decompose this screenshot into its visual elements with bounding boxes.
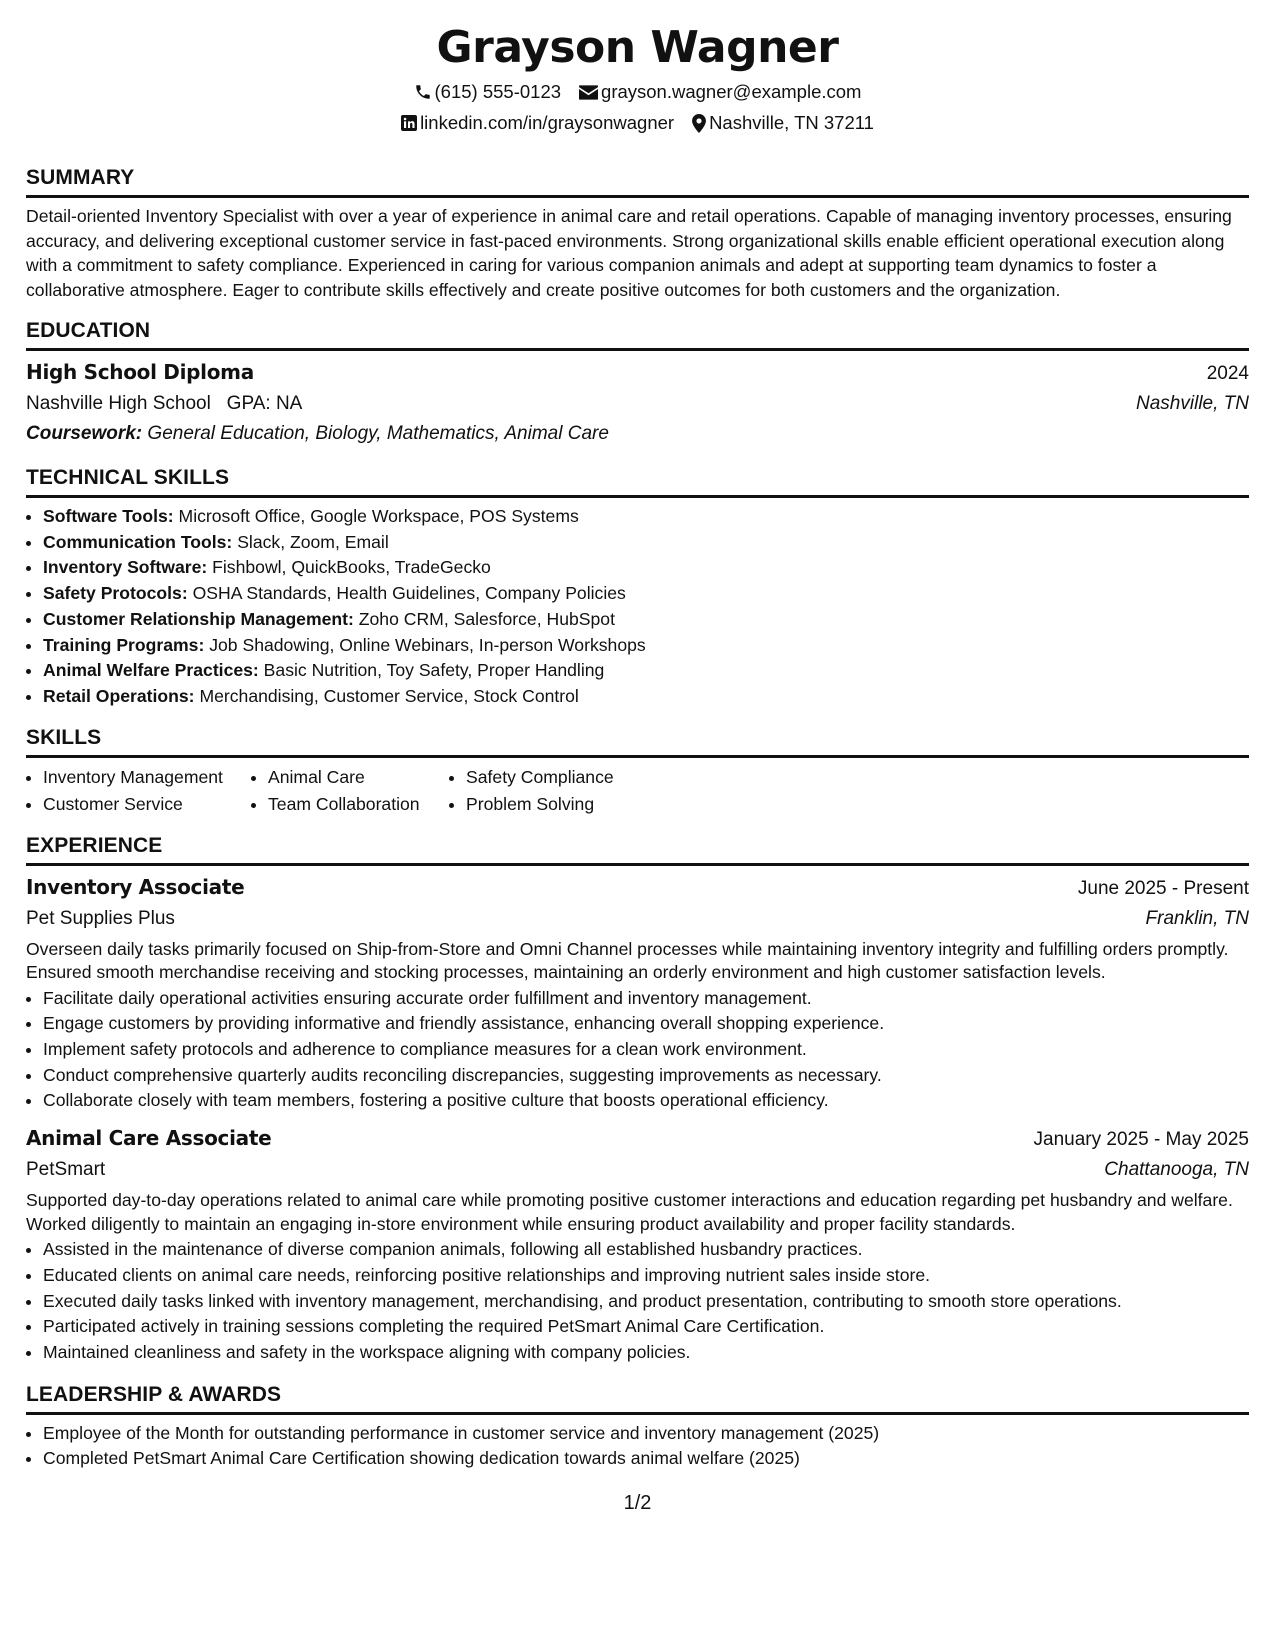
list-item: • Maintained cleanliness and safety in the workspace aligning with company policies. xyxy=(43,1340,1249,1366)
skill-values: Fishbowl, QuickBooks, TradeGecko xyxy=(212,557,491,578)
leadership-section xyxy=(26,1382,1249,1472)
list-item xyxy=(43,633,1249,659)
job-title: Inventory Associate xyxy=(26,874,245,899)
skills-section xyxy=(26,725,1249,818)
contact-row-1 xyxy=(26,80,1249,104)
list-item: • Educated clients on animal care needs, reinforcing positive relationships and improving nutrient sales inside store. xyxy=(43,1263,1249,1289)
skill-values: Basic Nutrition, Toy Safety, Proper Handling xyxy=(263,660,605,681)
job-header-row xyxy=(26,873,1249,903)
list-item: • Assisted in the maintenance of diverse companion animals, following all established husbandry practices. xyxy=(43,1237,1249,1263)
section-title-experience: EXPERIENCE xyxy=(26,833,1249,866)
job-dates: June 2025 - Present xyxy=(1077,877,1249,899)
skill-category: Retail Operations: xyxy=(43,685,195,706)
leadership-list xyxy=(26,1421,1249,1472)
list-item: • Participated actively in training sessions completing the required PetSmart Animal Care Certification. xyxy=(43,1314,1249,1340)
list-item xyxy=(43,581,1249,607)
job-title: Animal Care Associate xyxy=(26,1126,272,1151)
education-section xyxy=(26,318,1249,447)
section-title-summary: SUMMARY xyxy=(26,165,1249,198)
technical-skills-section xyxy=(26,465,1249,710)
skill-values: Slack, Zoom, Email xyxy=(237,531,389,552)
graduation-year: 2024 xyxy=(1206,363,1249,384)
job-bullets xyxy=(26,986,1249,1115)
list-item: • Customer Service xyxy=(43,791,251,818)
job-entry xyxy=(26,1124,1249,1366)
job-summary: Overseen daily tasks primarily focused on Ship-from-Store and Omni Channel processes while maintaining inventory integrity and fulfilling orders promptly. Ensured smooth merchandise receiving and stocking processes, maintaining an orderly environment and high customer satisfaction levels. xyxy=(26,938,1229,983)
skills-column-3 xyxy=(449,764,689,818)
list-item: • Employee of the Month for outstanding performance in customer service and inventory management (2025) xyxy=(43,1421,1249,1447)
company-name: PetSmart xyxy=(26,1159,106,1181)
education-school-row xyxy=(26,391,1249,417)
job-company-row xyxy=(26,1156,1249,1184)
list-item: • Executed daily tasks linked with inventory management, merchandising, and product presentation, contributing to smooth store operations. xyxy=(43,1289,1249,1315)
phone-number: (615) 555-0123 xyxy=(434,81,562,102)
job-summary: Supported day-to-day operations related to animal care while promoting positive customer interactions and education regarding pet husbandry and welfare. Worked diligently to maintain an engaging in-store environment while ensuring product availability and proper facility standards. xyxy=(26,1190,1233,1234)
location-text: Nashville, TN 37211 xyxy=(709,112,874,133)
section-title-leadership: LEADERSHIP & AWARDS xyxy=(26,1382,1249,1415)
list-item: • Engage customers by providing informative and friendly assistance, enhancing overall shopping experience. xyxy=(43,1011,1249,1037)
resume-page xyxy=(26,22,1249,1472)
linkedin-icon xyxy=(401,115,417,131)
gpa: GPA: NA xyxy=(226,393,303,414)
skill-category: Animal Welfare Practices: xyxy=(43,660,259,681)
list-item: • Safety Compliance xyxy=(466,764,689,791)
school-line xyxy=(26,391,302,417)
school-location: Nashville, TN xyxy=(1136,393,1249,414)
linkedin-contact[interactable] xyxy=(401,111,674,135)
school-name: Nashville High School xyxy=(26,393,211,414)
technical-skills-list xyxy=(26,504,1249,710)
list-item: • Problem Solving xyxy=(466,791,689,818)
list-item xyxy=(43,555,1249,581)
job-bullets xyxy=(26,1237,1249,1366)
envelope-icon xyxy=(579,85,598,100)
email-address[interactable]: grayson.wagner@example.com xyxy=(601,81,862,102)
skill-category: Customer Relationship Management: xyxy=(43,608,354,629)
location-contact xyxy=(692,111,874,135)
job-location: Franklin, TN xyxy=(1145,907,1249,929)
list-item: • Inventory Management xyxy=(43,764,251,791)
page-number: 1/2 xyxy=(623,1492,652,1514)
skill-category: Software Tools: xyxy=(43,506,174,526)
email-contact[interactable] xyxy=(579,80,861,104)
list-item: • Conduct comprehensive quarterly audits reconciling discrepancies, suggesting improvements as necessary. xyxy=(43,1063,1249,1089)
coursework-label: Coursework: xyxy=(26,423,143,444)
list-item xyxy=(43,607,1249,633)
summary-text: Detail-oriented Inventory Specialist with over a year of experience in animal care and retail operations. Capable of managing inventory processes, ensuring accuracy, and delivering exceptional customer service in fast-paced environments. Strong organizational skills enable efficient operational execution along with a commitment to safety compliance. Experienced in caring for various companion animals and adept at supporting team dynamics to foster a collaborative atmosphere. Eager to contribute skills effectively and create positive outcomes for both customers and the organization. xyxy=(26,206,1232,300)
list-item xyxy=(43,658,1249,684)
skill-category: Communication Tools: xyxy=(43,531,233,552)
section-title-skills: SKILLS xyxy=(26,725,1249,758)
job-dates: January 2025 - May 2025 xyxy=(1033,1129,1249,1151)
job-location: Chattanooga, TN xyxy=(1104,1159,1249,1181)
list-item xyxy=(43,530,1249,556)
job-header-row xyxy=(26,1124,1249,1154)
skill-values: Zoho CRM, Salesforce, HubSpot xyxy=(358,608,615,629)
contact-row-2 xyxy=(26,111,1249,135)
section-title-technical-skills: TECHNICAL SKILLS xyxy=(26,465,1249,498)
skills-grid xyxy=(26,764,1249,818)
degree: High School Diploma xyxy=(26,360,254,384)
education-header-row xyxy=(26,359,1249,387)
list-item: • Implement safety protocols and adherence to compliance measures for a clean work environment. xyxy=(43,1037,1249,1063)
skill-category: Inventory Software: xyxy=(43,557,208,578)
list-item: • Collaborate closely with team members, fostering a positive culture that boosts operational efficiency. xyxy=(43,1088,1249,1114)
job-company-row xyxy=(26,905,1249,933)
summary-section xyxy=(26,165,1249,302)
coursework-list: General Education, Biology, Mathematics, Animal Care xyxy=(147,423,609,444)
experience-section xyxy=(26,833,1249,1366)
phone-icon xyxy=(414,83,432,101)
section-title-education: EDUCATION xyxy=(26,318,1249,351)
skill-values: Job Shadowing, Online Webinars, In-person Workshops xyxy=(209,634,646,655)
job-entry xyxy=(26,873,1249,1115)
list-item xyxy=(43,684,1249,710)
skill-values: Microsoft Office, Google Workspace, POS Systems xyxy=(178,506,579,526)
list-item: • Team Collaboration xyxy=(268,791,449,818)
candidate-name: Grayson Wagner xyxy=(436,22,839,73)
coursework-line xyxy=(26,421,1249,447)
skill-values: OSHA Standards, Health Guidelines, Company Policies xyxy=(192,583,626,604)
map-pin-icon xyxy=(692,114,706,133)
skill-category: Training Programs: xyxy=(43,634,205,655)
list-item: • Animal Care xyxy=(268,764,449,791)
company-name: Pet Supplies Plus xyxy=(26,907,175,929)
phone-contact xyxy=(414,80,562,104)
skills-column-2 xyxy=(251,764,449,818)
skill-category: Safety Protocols: xyxy=(43,583,188,604)
list-item: • Facilitate daily operational activities ensuring accurate order fulfillment and inventory management. xyxy=(43,986,1249,1012)
list-item: • Completed PetSmart Animal Care Certification showing dedication towards animal welfare (2025) xyxy=(43,1446,1249,1472)
list-item xyxy=(43,504,1249,530)
skills-column-1 xyxy=(26,764,251,818)
linkedin-url[interactable]: linkedin.com/in/graysonwagner xyxy=(420,112,675,133)
skill-values: Merchandising, Customer Service, Stock Control xyxy=(199,685,579,706)
